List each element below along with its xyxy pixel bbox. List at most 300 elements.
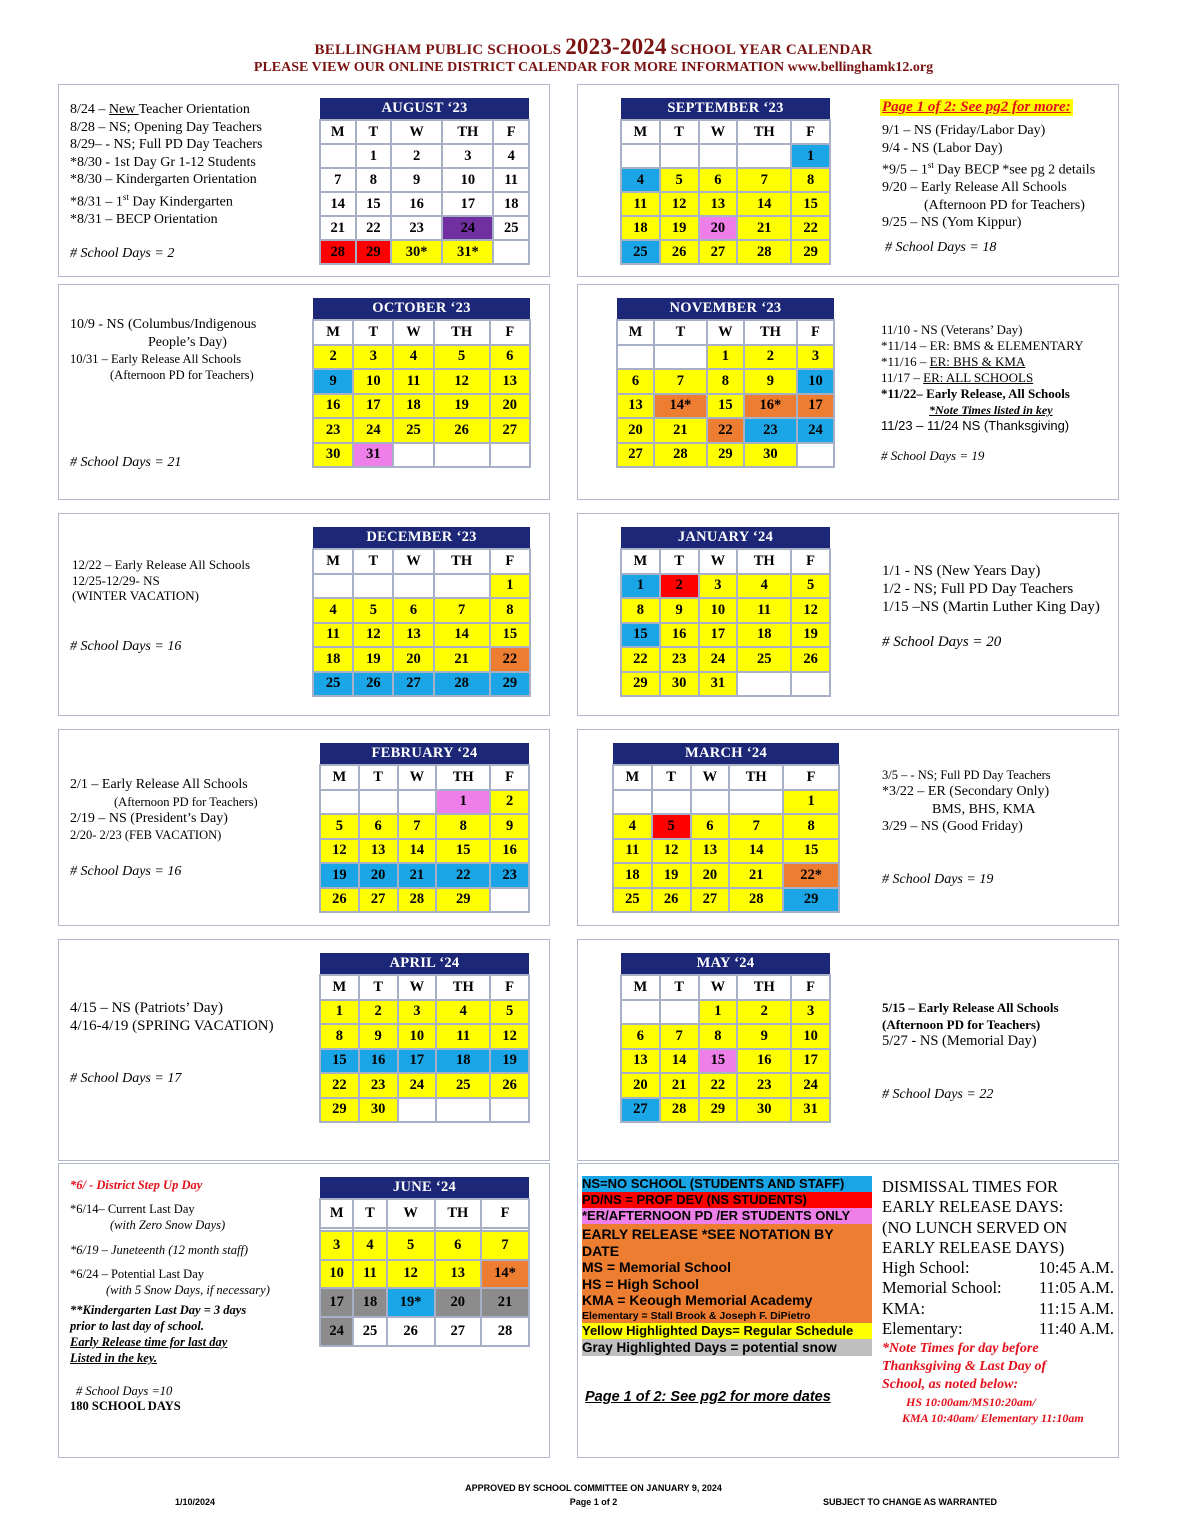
day-cell: 9 — [490, 814, 529, 839]
day-cell: 25 — [436, 1073, 490, 1098]
day-cell: 21 — [481, 1288, 529, 1317]
weekday-header: F — [490, 765, 529, 790]
day-cell: 29 — [707, 443, 744, 468]
day-cell: 2 — [737, 1000, 791, 1025]
day-cell: 2 — [359, 1000, 398, 1025]
weekday-header: F — [490, 549, 530, 574]
weekday-header: W — [391, 120, 442, 144]
day-cell: 8 — [356, 168, 392, 192]
day-cell: 14 — [737, 192, 791, 216]
day-cell: 1 — [356, 144, 392, 168]
day-cell: 21 — [654, 418, 707, 443]
day-cell: 28 — [434, 672, 490, 697]
day-cell — [434, 574, 490, 599]
day-cell: 12 — [320, 839, 359, 864]
day-cell: 22 — [320, 1073, 359, 1098]
day-cell: 16 — [737, 1049, 791, 1074]
day-cell: 16 — [313, 394, 353, 419]
day-cell: 22 — [707, 418, 744, 443]
day-cell: 22 — [490, 647, 530, 672]
day-cell: 12 — [434, 369, 490, 394]
day-cell: 3 — [797, 345, 834, 370]
day-cell: 4 — [393, 345, 433, 370]
day-cell: 10 — [320, 1260, 353, 1289]
day-cell: 4 — [353, 1231, 386, 1260]
day-cell: 5 — [387, 1231, 435, 1260]
day-cell: 17 — [797, 394, 834, 419]
month-title: OCTOBER ‘23 — [313, 298, 530, 320]
weekday-header: T — [356, 120, 392, 144]
page-title: BELLINGHAM PUBLIC SCHOOLS 2023-2024 SCHOOL YEAR CALENDAR — [314, 34, 873, 59]
day-cell: 17 — [699, 623, 738, 648]
day-cell: 12 — [652, 839, 691, 864]
day-cell: 12 — [791, 598, 830, 623]
day-cell: 18 — [613, 863, 652, 888]
day-cell: 6 — [359, 814, 398, 839]
day-cell: 16 — [490, 839, 529, 864]
day-cell — [398, 1098, 437, 1123]
day-cell: 22 — [791, 216, 830, 240]
day-cell: 29 — [699, 1098, 738, 1123]
day-cell — [660, 1000, 699, 1025]
day-cell: 26 — [490, 1073, 529, 1098]
day-cell: 9 — [391, 168, 442, 192]
weekday-header: F — [493, 120, 529, 144]
december-calendar — [312, 527, 531, 697]
day-cell — [320, 790, 359, 815]
day-cell: 1 — [490, 574, 530, 599]
november-school-days: # School Days = 19 — [881, 448, 985, 463]
day-cell: 6 — [691, 814, 730, 839]
day-cell: 22* — [783, 863, 839, 888]
month-title: JANUARY ‘24 — [621, 527, 830, 549]
day-cell: 18 — [353, 1288, 386, 1317]
day-cell — [660, 144, 699, 168]
day-cell: 12 — [387, 1260, 435, 1289]
weekday-header: T — [353, 549, 393, 574]
month-title: AUGUST ‘23 — [320, 98, 529, 120]
day-cell: 5 — [353, 598, 393, 623]
day-cell — [791, 672, 830, 697]
weekday-header: M — [621, 120, 660, 144]
day-cell: 7 — [737, 168, 791, 192]
day-cell: 26 — [434, 418, 490, 443]
december-notes: 12/22 – Early Release All Schools 12/25-12/29- NS (WINTER VACATION) — [72, 557, 251, 603]
day-cell — [699, 144, 738, 168]
september-school-days: # School Days = 18 — [885, 240, 997, 255]
day-cell: 10 — [797, 369, 834, 394]
april-calendar — [319, 953, 530, 1123]
day-cell — [737, 672, 791, 697]
day-cell: 28 — [320, 240, 356, 264]
day-cell: 30* — [391, 240, 442, 264]
day-cell: 3 — [791, 1000, 830, 1025]
day-cell: 29 — [621, 672, 660, 697]
day-cell — [797, 443, 834, 468]
day-cell: 4 — [737, 574, 791, 599]
weekday-header: F — [490, 320, 530, 345]
weekday-header: TH — [737, 120, 791, 144]
day-cell: 8 — [783, 814, 839, 839]
day-cell: 8 — [791, 168, 830, 192]
day-cell: 29 — [320, 1098, 359, 1123]
day-cell: 9 — [660, 598, 699, 623]
day-cell: 8 — [436, 814, 490, 839]
day-cell: 1 — [699, 1000, 738, 1025]
day-cell: 26 — [320, 888, 359, 913]
weekday-header: M — [617, 320, 654, 345]
day-cell: 25 — [613, 888, 652, 913]
day-cell: 9 — [737, 1024, 791, 1049]
weekday-header: T — [353, 1199, 386, 1228]
day-cell: 25 — [393, 418, 433, 443]
day-cell: 14 — [729, 839, 783, 864]
march-calendar — [612, 743, 840, 913]
day-cell: 20 — [617, 418, 654, 443]
day-cell: 19 — [320, 863, 359, 888]
day-cell: 12 — [353, 623, 393, 648]
day-cell: 24 — [699, 647, 738, 672]
day-cell: 31 — [791, 1098, 830, 1123]
november-calendar — [616, 298, 835, 468]
day-cell: 19* — [387, 1288, 435, 1317]
day-cell: 15 — [791, 192, 830, 216]
day-cell: 27 — [621, 1098, 660, 1123]
day-cell: 18 — [313, 647, 353, 672]
day-cell: 21 — [729, 863, 783, 888]
dismissal-times: DISMISSAL TIMES FOR EARLY RELEASE DAYS: (NO LUNCH SERVED ON EARLY RELEASE DAYS) High School: 10:45 A.M. Memorial School: 11:05 A.M. KMA: 11:15 A.M. Elementary: 11:40 A.M. *Note Times for day before Thanksgiving & Last Day of School, as noted below: HS 10:00am/MS10:20am/ KMA 10:40am/ Elementary 11:10am — [882, 1177, 1114, 1426]
day-cell: 5 — [660, 168, 699, 192]
january-notes: 1/1 - NS (New Years Day) 1/2 - NS; Full PD Day Teachers 1/15 –NS (Martin Luther King Day) — [882, 563, 1100, 615]
weekday-header: F — [481, 1199, 529, 1228]
day-cell: 21 — [398, 863, 437, 888]
day-cell: 28 — [737, 240, 791, 264]
day-cell: 13 — [359, 839, 398, 864]
day-cell: 11 — [313, 623, 353, 648]
key-er-afternoon-pd: *ER/AFTERNOON PD /ER STUDENTS ONLY — [582, 1208, 872, 1224]
day-cell: 15 — [490, 623, 530, 648]
day-cell: 24 — [791, 1073, 830, 1098]
day-cell — [613, 790, 652, 815]
day-cell: 10 — [699, 598, 738, 623]
weekday-header: M — [320, 975, 359, 1000]
day-cell: 28 — [729, 888, 783, 913]
weekday-header: W — [398, 765, 437, 790]
weekday-header: T — [359, 975, 398, 1000]
august-calendar — [319, 98, 530, 265]
month-title: JUNE ‘24 — [320, 1177, 529, 1199]
day-cell: 31 — [353, 443, 393, 468]
weekday-header: W — [699, 120, 738, 144]
day-cell: 14 — [398, 839, 437, 864]
day-cell: 21 — [320, 216, 356, 240]
april-notes: 4/15 – NS (Patriots’ Day) 4/16-4/19 (SPRING VACATION) — [70, 1000, 274, 1034]
day-cell: 5 — [652, 814, 691, 839]
day-cell: 1 — [791, 144, 830, 168]
day-cell: 4 — [436, 1000, 490, 1025]
day-cell — [490, 888, 529, 913]
day-cell: 17 — [353, 394, 393, 419]
day-cell: 11 — [621, 192, 660, 216]
day-cell: 2 — [744, 345, 797, 370]
day-cell: 24 — [320, 1317, 353, 1346]
day-cell: 11 — [493, 168, 529, 192]
day-cell: 4 — [313, 598, 353, 623]
day-cell: 29 — [436, 888, 490, 913]
june-calendar — [319, 1177, 530, 1347]
weekday-header: TH — [434, 549, 490, 574]
weekday-header: T — [660, 975, 699, 1000]
day-cell: 20 — [490, 394, 530, 419]
month-title: NOVEMBER ‘23 — [617, 298, 834, 320]
weekday-header: TH — [729, 765, 783, 790]
october-calendar — [312, 298, 531, 468]
approval-note: APPROVED BY SCHOOL COMMITTEE ON JANUARY 9, 2024 — [465, 1483, 722, 1493]
day-cell: 3 — [699, 574, 738, 599]
weekday-header: TH — [737, 549, 791, 574]
day-cell: 17 — [442, 192, 493, 216]
day-cell — [737, 144, 791, 168]
day-cell: 23 — [660, 647, 699, 672]
day-cell: 13 — [617, 394, 654, 419]
total-school-days: 180 SCHOOL DAYS — [70, 1399, 181, 1413]
day-cell — [434, 443, 490, 468]
day-cell: 15 — [436, 839, 490, 864]
key-regular-schedule: Yellow Highlighted Days= Regular Schedule — [582, 1323, 872, 1339]
day-cell: 24 — [442, 216, 493, 240]
day-cell: 27 — [490, 418, 530, 443]
weekday-header: W — [691, 765, 730, 790]
day-cell: 21 — [660, 1073, 699, 1098]
day-cell: 13 — [621, 1049, 660, 1074]
day-cell: 6 — [621, 1024, 660, 1049]
day-cell: 13 — [435, 1260, 481, 1289]
day-cell: 31 — [699, 672, 738, 697]
weekday-header: F — [783, 765, 839, 790]
april-school-days: # School Days = 17 — [70, 1071, 182, 1086]
august-school-days: # School Days = 2 — [70, 246, 175, 261]
day-cell: 20 — [435, 1288, 481, 1317]
key-prof-dev: PD/NS = PROF DEV (NS STUDENTS) — [582, 1192, 872, 1208]
day-cell: 20 — [359, 863, 398, 888]
day-cell — [621, 144, 660, 168]
day-cell: 22 — [699, 1073, 738, 1098]
day-cell: 1 — [621, 574, 660, 599]
month-title: APRIL ‘24 — [320, 953, 529, 975]
day-cell: 6 — [699, 168, 738, 192]
month-title: MARCH ‘24 — [613, 743, 839, 765]
october-notes: 10/9 - NS (Columbus/Indigenous People’s Day) 10/31 – Early Release All Schools (Afternoon PD for Teachers) — [70, 317, 257, 382]
weekday-header: T — [660, 549, 699, 574]
day-cell: 14 — [320, 192, 356, 216]
month-title: MAY ‘24 — [621, 953, 830, 975]
day-cell: 18 — [493, 192, 529, 216]
day-cell — [691, 790, 730, 815]
day-cell: 26 — [387, 1317, 435, 1346]
weekday-header: M — [613, 765, 652, 790]
footer-date: 1/10/2024 — [175, 1497, 216, 1507]
month-title: SEPTEMBER ‘23 — [621, 98, 830, 120]
weekday-header: T — [660, 120, 699, 144]
weekday-header: W — [393, 320, 433, 345]
day-cell: 1 — [436, 790, 490, 815]
day-cell: 16 — [359, 1049, 398, 1074]
may-calendar — [620, 953, 831, 1123]
day-cell: 18 — [393, 394, 433, 419]
day-cell: 27 — [691, 888, 730, 913]
day-cell: 17 — [398, 1049, 437, 1074]
january-school-days: # School Days = 20 — [882, 634, 1002, 650]
day-cell: 19 — [490, 1049, 529, 1074]
day-cell: 1 — [783, 790, 839, 815]
weekday-header: W — [699, 975, 738, 1000]
day-cell: 16 — [391, 192, 442, 216]
june-school-days: # School Days =10 — [76, 1384, 173, 1398]
day-cell: 13 — [691, 839, 730, 864]
day-cell: 2 — [490, 790, 529, 815]
day-cell: 11 — [613, 839, 652, 864]
day-cell: 13 — [699, 192, 738, 216]
day-cell: 20 — [621, 1073, 660, 1098]
day-cell: 9 — [744, 369, 797, 394]
day-cell: 24 — [398, 1073, 437, 1098]
day-cell: 20 — [699, 216, 738, 240]
month-title: DECEMBER ‘23 — [313, 527, 530, 549]
day-cell: 4 — [613, 814, 652, 839]
day-cell: 30 — [744, 443, 797, 468]
day-cell: 12 — [660, 192, 699, 216]
day-cell — [359, 790, 398, 815]
day-cell: 23 — [313, 418, 353, 443]
october-school-days: # School Days = 21 — [70, 455, 182, 470]
weekday-header: F — [490, 975, 529, 1000]
day-cell: 5 — [434, 345, 490, 370]
day-cell: 8 — [707, 369, 744, 394]
day-cell: 11 — [393, 369, 433, 394]
day-cell — [652, 790, 691, 815]
day-cell: 19 — [660, 216, 699, 240]
day-cell: 14 — [434, 623, 490, 648]
day-cell: 24 — [353, 418, 393, 443]
day-cell: 23 — [359, 1073, 398, 1098]
day-cell: 27 — [617, 443, 654, 468]
day-cell: 7 — [660, 1024, 699, 1049]
day-cell: 10 — [398, 1024, 437, 1049]
may-notes: 5/15 – Early Release All Schools (Afternoon PD for Teachers) 5/27 - NS (Memorial Day) — [882, 1000, 1059, 1049]
weekday-header: W — [393, 549, 433, 574]
day-cell: 6 — [435, 1231, 481, 1260]
day-cell: 3 — [320, 1231, 353, 1260]
weekday-header: TH — [435, 1199, 481, 1228]
day-cell: 22 — [436, 863, 490, 888]
day-cell: 15 — [621, 623, 660, 648]
day-cell: 5 — [791, 574, 830, 599]
day-cell: 26 — [791, 647, 830, 672]
day-cell: 8 — [621, 598, 660, 623]
august-notes: 8/24 – New Teacher Orientation 8/28 – NS; Opening Day Teachers 8/29– - NS; Full PD Day Teachers *8/30 - 1st Day Gr 1-12 Students *8/30 – Kindergarten Orientation *8/31 – 1st Day Kindergarten *8/31 – BECP Orientation — [70, 102, 263, 227]
day-cell: 11 — [436, 1024, 490, 1049]
day-cell: 28 — [660, 1098, 699, 1123]
weekday-header: M — [320, 765, 359, 790]
weekday-header: M — [313, 549, 353, 574]
december-school-days: # School Days = 16 — [70, 639, 182, 654]
day-cell: 29 — [490, 672, 530, 697]
day-cell — [617, 345, 654, 370]
day-cell: 18 — [737, 623, 791, 648]
day-cell: 19 — [353, 647, 393, 672]
day-cell: 2 — [391, 144, 442, 168]
key-no-school: NS=NO SCHOOL (STUDENTS AND STAFF) — [582, 1176, 872, 1192]
february-notes: 2/1 – Early Release All Schools (Afternoon PD for Teachers) 2/19 – NS (President’s Day) 2/20- 2/23 (FEB VACATION) — [70, 777, 258, 842]
day-cell: 19 — [652, 863, 691, 888]
day-cell: 7 — [320, 168, 356, 192]
january-calendar — [620, 527, 831, 697]
day-cell: 10 — [791, 1024, 830, 1049]
weekday-header: W — [387, 1199, 435, 1228]
june-notes: *6/ - District Step Up Day *6/14– Current Last Day (with Zero Snow Days) *6/19 – Juneteenth (12 month staff) *6/24 – Potential Last Day (with 5 Snow Days, if necessary) **Kindergarten Last Day = 3 days prior to last day of school. Early Release time for last day Listed in the key. — [70, 1178, 270, 1365]
day-cell: 15 — [707, 394, 744, 419]
day-cell — [393, 574, 433, 599]
day-cell: 5 — [490, 1000, 529, 1025]
day-cell: 26 — [353, 672, 393, 697]
day-cell: 4 — [621, 168, 660, 192]
day-cell: 26 — [660, 240, 699, 264]
february-school-days: # School Days = 16 — [70, 864, 182, 879]
day-cell: 6 — [617, 369, 654, 394]
weekday-header: W — [398, 975, 437, 1000]
day-cell: 14 — [660, 1049, 699, 1074]
day-cell: 25 — [737, 647, 791, 672]
day-cell: 3 — [353, 345, 393, 370]
calendar-key — [582, 1176, 872, 1356]
day-cell: 17 — [320, 1288, 353, 1317]
day-cell: 13 — [393, 623, 433, 648]
day-cell: 7 — [654, 369, 707, 394]
weekday-header: F — [791, 120, 830, 144]
day-cell — [621, 1000, 660, 1025]
day-cell: 11 — [353, 1260, 386, 1289]
key-potential-snow: Gray Highlighted Days = potential snow — [582, 1339, 872, 1356]
day-cell: 15 — [783, 839, 839, 864]
weekday-header: F — [791, 975, 830, 1000]
day-cell: 30 — [359, 1098, 398, 1123]
day-cell: 27 — [393, 672, 433, 697]
weekday-header: M — [320, 1199, 353, 1228]
day-cell — [654, 345, 707, 370]
day-cell: 25 — [353, 1317, 386, 1346]
day-cell: 1 — [707, 345, 744, 370]
day-cell: 22 — [621, 647, 660, 672]
footer-page-number: Page 1 of 2 — [569, 1497, 618, 1507]
may-school-days: # School Days = 22 — [882, 1087, 994, 1102]
weekday-header: TH — [436, 765, 490, 790]
day-cell: 9 — [359, 1024, 398, 1049]
weekday-header: M — [313, 320, 353, 345]
day-cell — [729, 790, 783, 815]
day-cell: 21 — [737, 216, 791, 240]
weekday-header: F — [797, 320, 834, 345]
day-cell — [393, 443, 433, 468]
day-cell: 7 — [398, 814, 437, 839]
day-cell — [398, 790, 437, 815]
day-cell: 2 — [313, 345, 353, 370]
day-cell: 8 — [320, 1024, 359, 1049]
day-cell: 8 — [699, 1024, 738, 1049]
key-early-release: EARLY RELEASE *SEE NOTATION BY DATE MS = Memorial School HS = High School KMA = Keough Memorial Academy Elementary = Stall Brook & Joseph F. DiPietro — [582, 1224, 872, 1323]
day-cell: 18 — [621, 216, 660, 240]
day-cell: 29 — [783, 888, 839, 913]
day-cell: 5 — [320, 814, 359, 839]
